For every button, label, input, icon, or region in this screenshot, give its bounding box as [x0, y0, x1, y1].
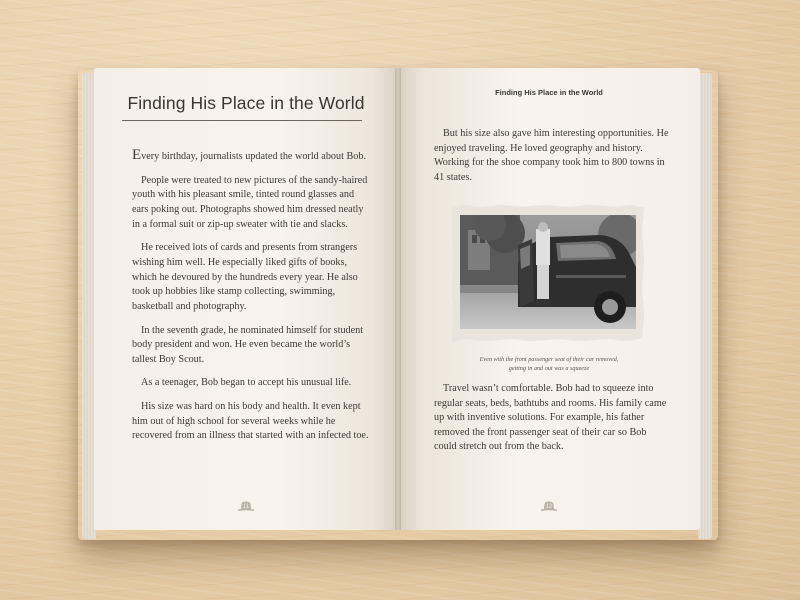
drop-cap: E [132, 147, 142, 163]
caption-line-1: Even with the front passenger seat of their car removed, [479, 356, 619, 363]
right-page-body-bottom [434, 382, 670, 455]
page-number: 11 [242, 504, 250, 510]
paragraph-2: People were treated to new pictures of the sandy-haired youth with his pleasant smile, tinted round glasses and ears poking out. Photographs showed him dressed neatly in a formal suit or zip-up sweater with tie and slacks. [132, 174, 368, 230]
chapter-title: Finding His Place in the World [127, 93, 365, 113]
paragraph-5: As a teenager, Bob began to accept his unusual life. [141, 377, 352, 389]
paragraph-8: Travel wasn’t comfortable. Bob had to squeeze into regular seats, beds, bathtubs and rooms. His family came up with inventive solutions. For example, his father removed the front passenger seat of their car so Bob could stretch out from the back. [434, 383, 667, 453]
paragraph-7: But his size also gave him interesting opportunities. He enjoyed traveling. He loved geography and history. Working for the shoe company took him to 800 towns in 41 states. [434, 128, 669, 183]
caption-line-2: getting in and out was a squeeze [508, 364, 590, 372]
paragraph-3: He received lots of cards and presents from strangers wishing him well. He especially liked gifts of books, which he devoured by the hundreds every year. He also took up hobbies like stamp collecting, swimming, basketball and photography. [132, 242, 358, 312]
left-page-body [132, 147, 372, 453]
right-page-body-top [434, 127, 670, 185]
paragraph-6: His size was hard on his body and health. It even kept him out of high school for several weeks while he recovered from an illness that started with an infected toe. [132, 401, 369, 442]
paragraph-1 [132, 147, 372, 165]
car-photo [460, 215, 636, 329]
left-page [94, 68, 398, 530]
book-spine-gutter [395, 68, 401, 530]
right-page [398, 68, 700, 530]
right-page-stack-edge [698, 73, 712, 539]
title-underline [122, 120, 362, 121]
page-number-badge-left [237, 500, 255, 514]
page-number-badge-right [540, 500, 558, 514]
running-head: Finding His Place in the World [495, 88, 603, 97]
photo-frame [452, 205, 644, 341]
photo-caption [438, 356, 660, 373]
paragraph-4: In the seventh grade, he nominated himself for student body president and won. He even became the world’s tallest Boy Scout. [132, 324, 364, 365]
paragraph-1-text: very birthday, journalists updated the world about Bob. [141, 151, 367, 162]
page-number: 12 [545, 504, 553, 510]
